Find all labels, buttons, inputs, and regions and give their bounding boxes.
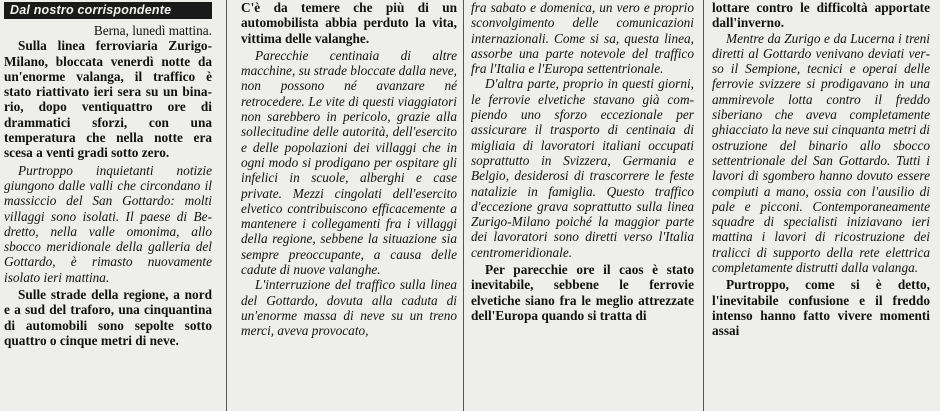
- column-3: [471, 0, 694, 411]
- paragraph: Per parecchie ore il caos è stato inevitabile, sebbene le ferrovie elvetiche siano fra le meglio attrezzate dell'Europa quando si tratta di: [471, 262, 694, 323]
- paragraph: fra sabato e domenica, un vero e proprio sconvolgimento delle comunicazioni internazionali. Come si sa, questa linea, assorbe una parte notevole del traffico fra l'Italia e l'Europa settentrionale.: [471, 0, 694, 77]
- column-divider: [226, 0, 227, 411]
- dateline: Berna, lunedì mattina.: [93, 23, 212, 38]
- column-2: [241, 0, 457, 411]
- correspondent-banner: Dal nostro corrispondente: [4, 2, 212, 19]
- paragraph: Purtroppo inquietanti notizie giungono dalle valli che circondano il massiccio del San Gottardo: molti villaggi sono isolati. Il paese di Bedretto, nella valle omonima, allo sbocco meridionale della galleria del Gottardo, è rimasto nuovamente isolato ieri mattina.: [4, 162, 212, 285]
- paragraph: D'altra parte, proprio in questi giorni, le ferrovie elvetiche stavano già compiendo uno sforzo eccezionale per assicurare il trasporto di centinaia di migliaia di lavoratori italiani occupati soprattutto in Svizzera, Germania e Belgio, desiderosi di trascorrere le feste natalizie in famiglia. Questo traffico d'eccezione grava soprattutto sulla linea Zurigo-Milano poiché la maggior parte dei lavoratori sono diretti verso l'Italia centromeridionale.: [471, 76, 694, 260]
- paragraph: Sulle strade della regione, a nord e a sud del traforo, una cinquantina di automobili sono sepolte sotto quattro o cinque metri di neve.: [4, 287, 212, 348]
- column-divider: [463, 0, 464, 411]
- paragraph: lottare contro le difficoltà apportate dall'inverno.: [712, 0, 930, 31]
- paragraph: Mentre da Zurigo e da Lucerna i treni diretti al Gottardo venivano deviati verso il Sempione, tecnici e operai delle ferrovie svizzere si prodigavano in una ammirevole lotta contro il freddo siberiano che aveva completamente ghiacciato la neve sui cinquanta metri di ostruzione del binario allo sbocco settentrionale del San Gottardo. Tutti i lavori di sgombero hanno dovuto essere compiuti a mano, ossia con l'ausilio di pale e picconi. Contemporaneamente squadre di specialisti iniziavano ieri mattina i lavori di ricostruzione dei tralicci di supporto della rete elettrica completamente distrutti dalla valanga.: [712, 30, 930, 276]
- paragraph: Purtroppo, come si è detto, l'inevitabile confusione e il freddo intenso hanno fatto vivere momenti assai: [712, 277, 930, 339]
- paragraph: C'è da temere che più di un automobilista abbia perduto la vita, vittima delle valanghe.: [241, 0, 457, 46]
- lead-paragraph: Sulla linea ferroviaria Zurigo-Milano, bloccata venerdì notte da un'enorme valanga, il traffico è stato riattivato ieri sera su un binario, dopo ventiquattro ore di drammatici sforzi, con una temperatura che nella notte era scesa a venti gradi sotto zero.: [4, 38, 212, 161]
- paragraph: Parecchie centinaia di altre macchine, su strade bloccate dalla neve, non possono né avanzare né retrocedere. Le vite di questi viaggiatori non sarebbero in pericolo, grazie alla sollecitudine delle autorità, dell'esercito e delle popolazioni dei villaggi che in ogni modo si prodigano per ospitare gli infelici in scuole, alberghi e case private. Mezzi cingolati dell'esercito elvetico contribuiscono efficacemente a mantenere i collegamenti fra i villaggi della regione, sebbene la situazione sia sempre preoccupante, a causa delle cadute di nuove valanghe.: [241, 47, 457, 278]
- paragraph: L'interruzione del traffico sulla linea del Gottardo, dovuta alla caduta di un'enorme massa di neve su un treno merci, aveva provocato,: [241, 277, 457, 339]
- column-4: [712, 0, 930, 411]
- column-1: [4, 0, 212, 411]
- column-divider: [703, 0, 704, 411]
